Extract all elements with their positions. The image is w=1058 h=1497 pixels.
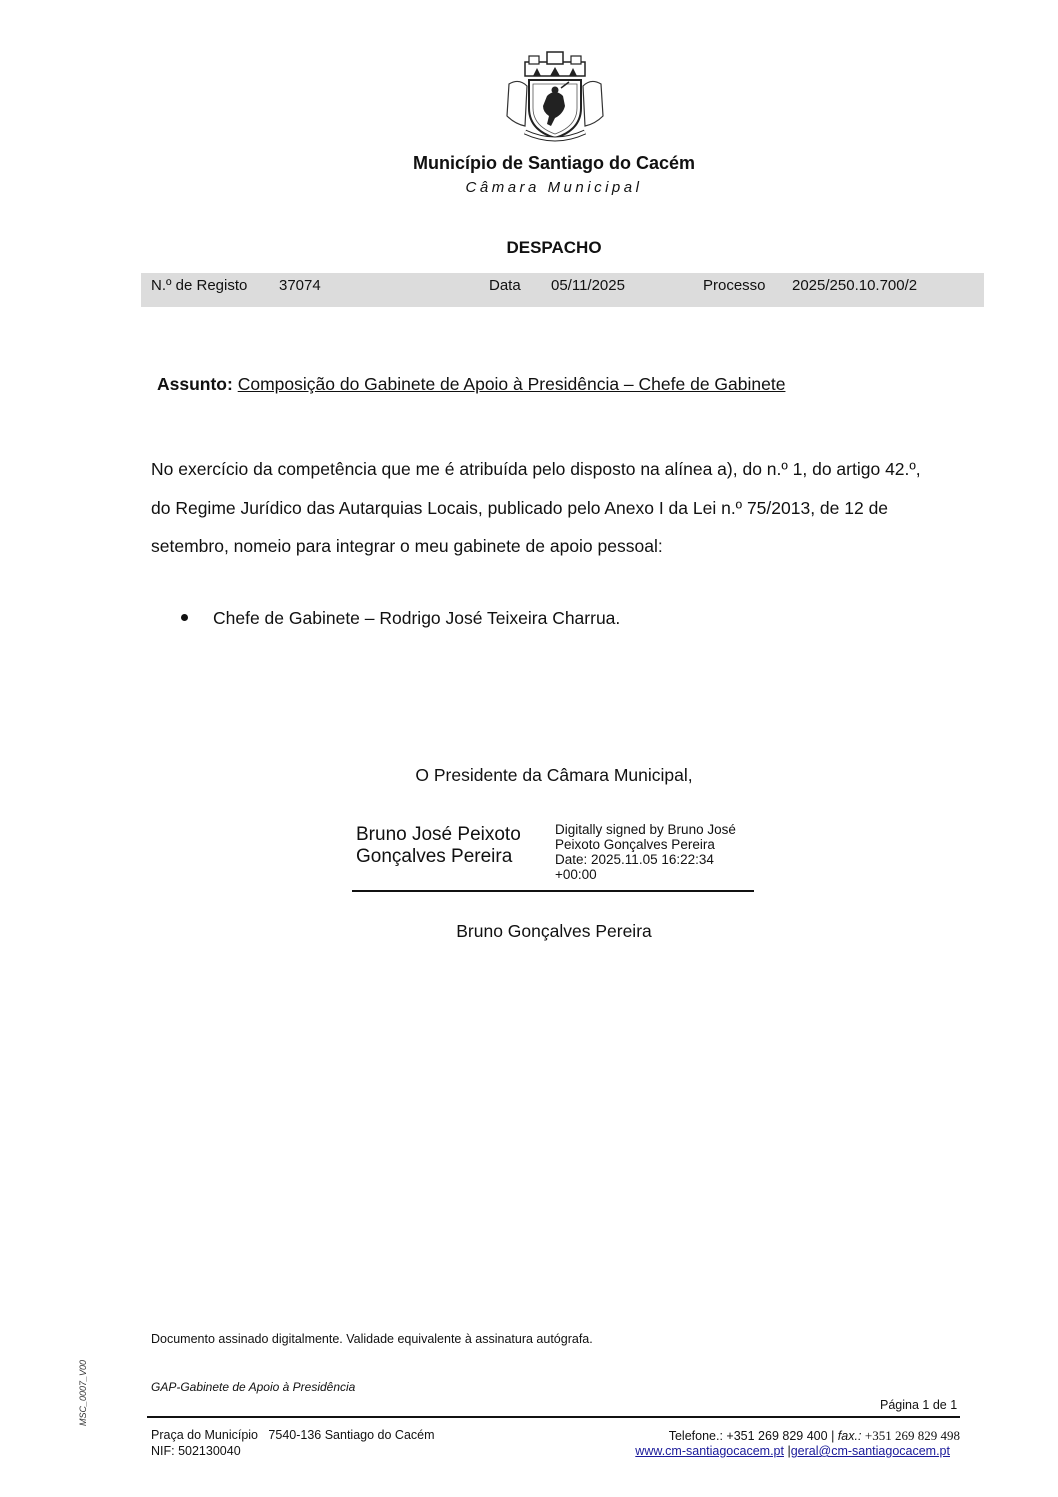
- footer-web-email: [635, 1444, 950, 1458]
- municipal-crest-logo: [503, 48, 607, 144]
- data-label: Data: [489, 277, 521, 294]
- organization-name: Município de Santiago do Cacém: [412, 153, 696, 173]
- digital-signature-name: [356, 824, 521, 868]
- document-type-title: DESPACHO: [506, 238, 602, 257]
- data-value: 05/11/2025: [551, 277, 625, 294]
- digital-signature-details: [555, 822, 736, 882]
- processo-value: 2025/250.10.700/2: [792, 277, 918, 294]
- appointment-list-item: [181, 608, 620, 629]
- bullet-icon: [181, 614, 188, 621]
- website-link[interactable]: www.cm-santiagocacem.pt: [635, 1444, 784, 1458]
- processo-label: Processo: [703, 277, 766, 294]
- organization-subtitle: Câmara Municipal: [465, 179, 643, 196]
- fax-number: +351 269 829 498: [864, 1428, 960, 1443]
- subject-label: Assunto:: [157, 374, 233, 394]
- registry-info-bar: [141, 273, 984, 307]
- fax-label: fax.:: [837, 1429, 862, 1443]
- appointment-text: Chefe de Gabinete – Rodrigo José Teixeira Charrua.: [213, 608, 621, 628]
- footer-address: Praça do Município 7540-136 Santiago do Cacém: [151, 1428, 435, 1442]
- email-link[interactable]: geral@cm-santiagocacem.pt: [790, 1444, 950, 1458]
- form-code: MSC_0007_V00: [78, 1359, 89, 1427]
- registo-value: 37074: [279, 277, 321, 294]
- separator: |: [831, 1429, 835, 1443]
- signer-name: Bruno Gonçalves Pereira: [456, 921, 652, 941]
- footer-nif: NIF: 502130040: [151, 1444, 241, 1458]
- separator: |: [787, 1444, 791, 1458]
- subject-line: [157, 374, 785, 395]
- page-number: Página 1 de 1: [880, 1398, 958, 1412]
- signature-meta-timezone: +00:00: [555, 867, 597, 882]
- body-paragraph: No exercício da competência que me é atribuída pelo disposto na alínea a), do n.º 1, do artigo 42.º, do Regime Jurídico das Autarquias Locais, publicado pelo Anexo I da Lei n.º 75/2013, de 12 de setembro, nomeio para integrar o meu gabinete de apoio pessoal:: [151, 459, 921, 556]
- signature-meta-date: Date: 2025.11.05 16:22:34: [555, 852, 714, 867]
- footer-divider: [147, 1416, 960, 1418]
- crest-icon: [503, 48, 607, 144]
- phone-label: Telefone.:: [668, 1429, 723, 1443]
- signature-name-line1: Bruno José Peixoto: [356, 824, 521, 845]
- signature-meta-line2: Peixoto Gonçalves Pereira: [555, 837, 715, 852]
- signature-meta-line1: Digitally signed by Bruno José: [555, 822, 736, 837]
- department-name: GAP-Gabinete de Apoio à Presidência: [151, 1380, 356, 1394]
- digital-signature-note: Documento assinado digitalmente. Validade equivalente à assinatura autógrafa.: [151, 1332, 593, 1346]
- subject-text: Composição do Gabinete de Apoio à Presidência – Chefe de Gabinete: [237, 374, 786, 394]
- registo-label: N.º de Registo: [151, 277, 248, 294]
- phone-number: +351 269 829 400: [726, 1429, 828, 1443]
- signature-rule: [352, 890, 754, 892]
- footer-phone-fax: [669, 1428, 960, 1444]
- signatory-role: O Presidente da Câmara Municipal,: [415, 765, 693, 785]
- signature-name-line2: Gonçalves Pereira: [356, 846, 513, 867]
